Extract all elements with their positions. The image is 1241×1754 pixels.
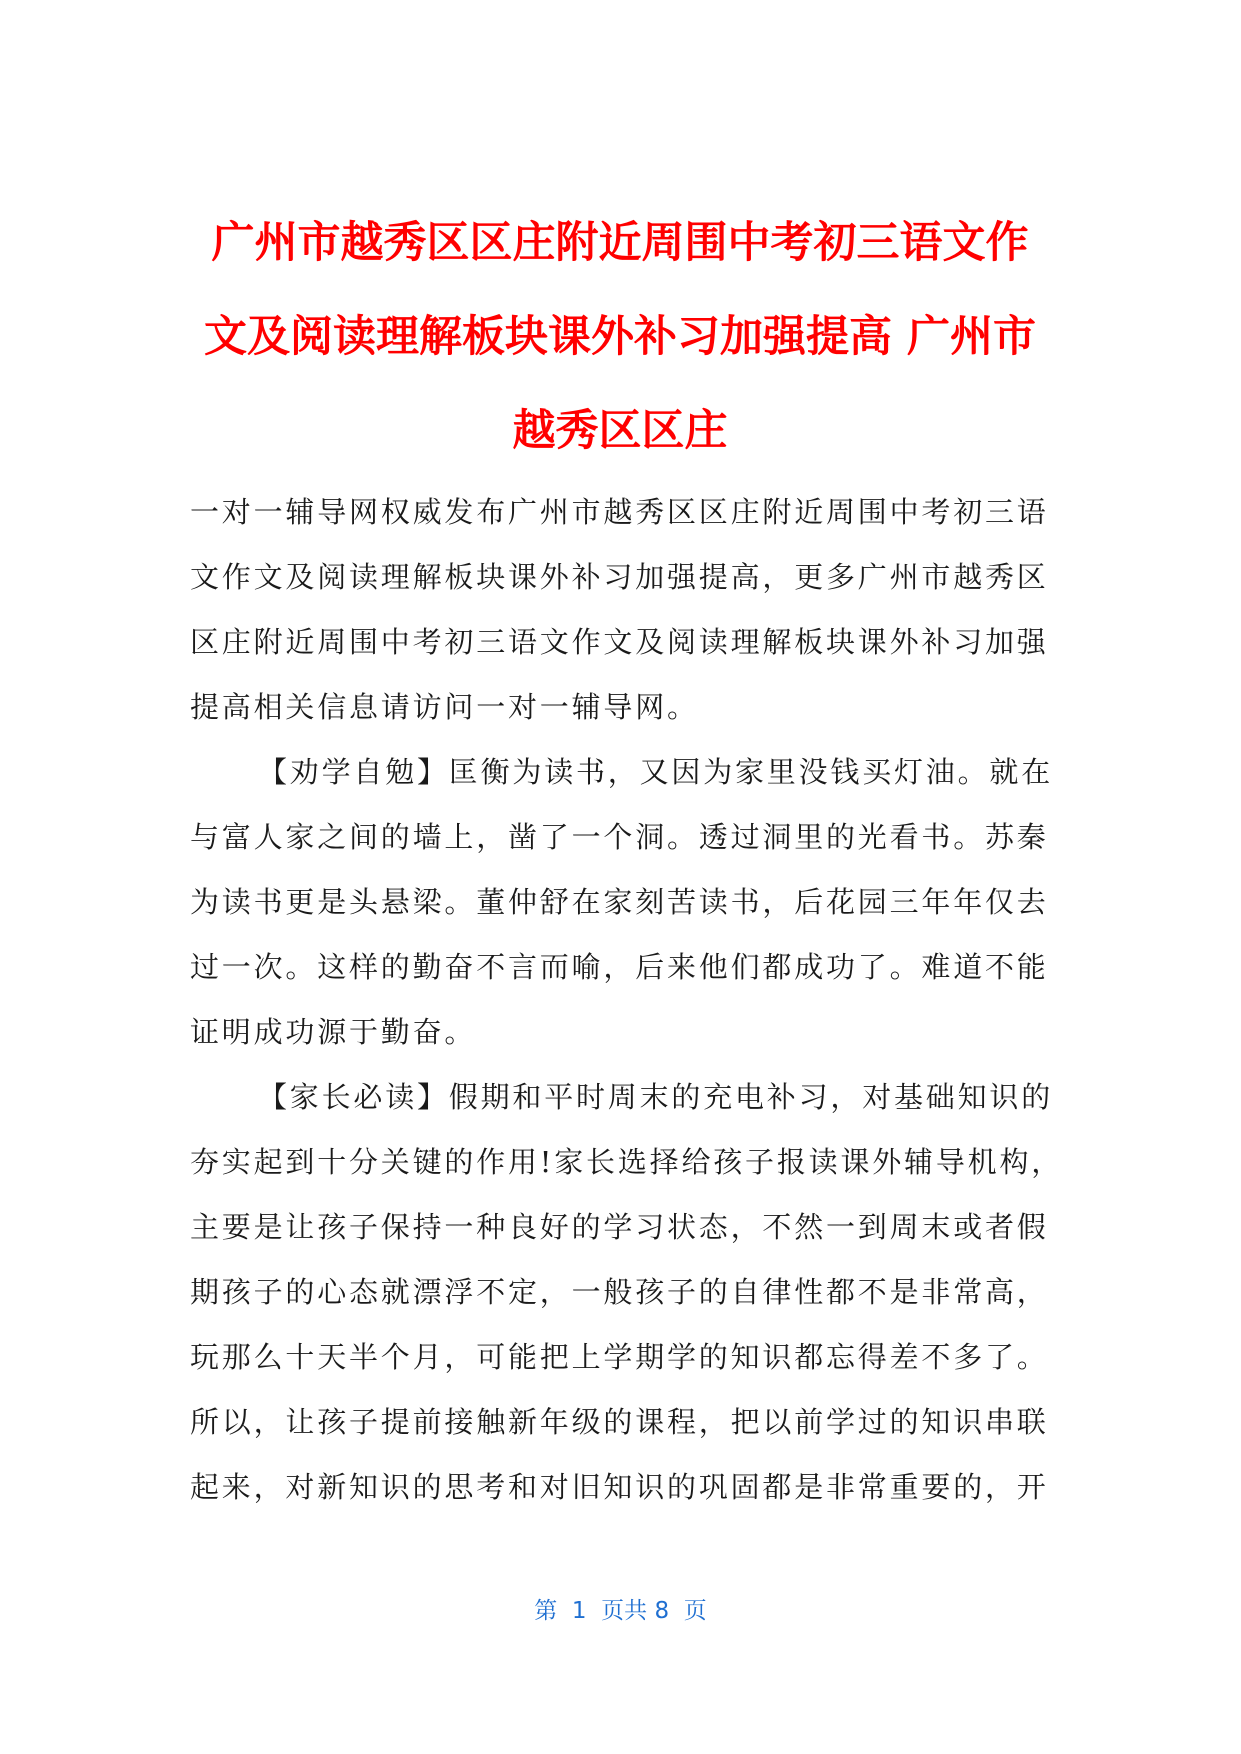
body-line: 夯实起到十分关键的作用!家长选择给孩子报读课外辅导机构，	[190, 1145, 1064, 1179]
paragraph-heading-line: 【劝学自勉】匡衡为读书，又因为家里没钱买灯油。就在	[258, 755, 1054, 789]
body-line: 提高相关信息请访问一对一辅导网。	[190, 690, 699, 724]
body-line: 文作文及阅读理解板块课外补习加强提高，更多广州市越秀区	[190, 560, 1049, 594]
body-line: 证明成功源于勤奋。	[190, 1015, 477, 1049]
body-line: 玩那么十天半个月，可能把上学期学的知识都忘得差不多了。	[190, 1340, 1049, 1374]
document-title	[190, 196, 1050, 478]
page-number-footer: 第 1 页共 8 页	[534, 1598, 707, 1624]
title-line: 广州市越秀区区庄附近周围中考初三语文作	[211, 218, 1029, 268]
title-line: 越秀区区庄	[512, 406, 728, 456]
body-line: 区庄附近周围中考初三语文作文及阅读理解板块课外补习加强	[190, 625, 1049, 659]
body-line: 期孩子的心态就漂浮不定，一般孩子的自律性都不是非常高，	[190, 1275, 1049, 1309]
paragraph-heading-line: 【家长必读】假期和平时周末的充电补习，对基础知识的	[258, 1080, 1054, 1114]
body-line: 一对一辅导网权威发布广州市越秀区区庄附近周围中考初三语	[190, 495, 1049, 529]
body-line: 起来，对新知识的思考和对旧知识的巩固都是非常重要的，开	[190, 1470, 1049, 1504]
body-line: 过一次。这样的勤奋不言而喻，后来他们都成功了。难道不能	[190, 950, 1049, 984]
document-body	[190, 480, 1064, 1520]
body-line: 所以，让孩子提前接触新年级的课程，把以前学过的知识串联	[190, 1405, 1049, 1439]
body-line: 与富人家之间的墙上，凿了一个洞。透过洞里的光看书。苏秦	[190, 820, 1049, 854]
title-line: 文及阅读理解板块课外补习加强提高 广州市	[204, 312, 1036, 362]
body-line: 为读书更是头悬梁。董仲舒在家刻苦读书，后花园三年年仅去	[190, 885, 1049, 919]
body-line: 主要是让孩子保持一种良好的学习状态，不然一到周末或者假	[190, 1210, 1049, 1244]
